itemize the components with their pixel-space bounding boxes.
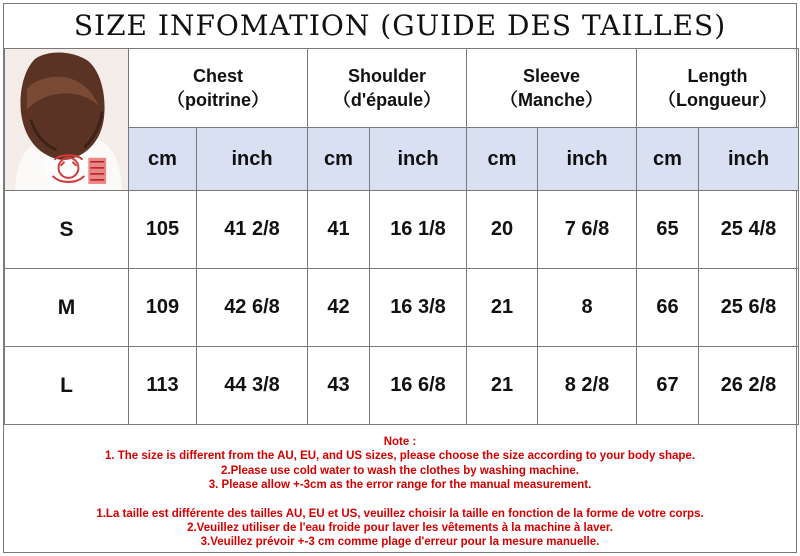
unit-length-cm: cm <box>637 128 699 191</box>
header-sleeve-sub: （Manche） <box>499 90 604 110</box>
table-cell: 113 <box>129 347 197 425</box>
header-chest-label: Chest <box>192 66 243 86</box>
table-cell: 109 <box>129 269 197 347</box>
notes-section <box>4 432 796 554</box>
table-cell: 16 6/8 <box>370 347 467 425</box>
header-sleeve <box>467 49 637 128</box>
size-label: M <box>5 269 129 347</box>
table-cell: 43 <box>308 347 370 425</box>
header-shoulder-sub: （d'épaule） <box>332 90 442 110</box>
table-row-m <box>5 269 799 347</box>
header-shoulder <box>308 49 467 128</box>
table-cell: 65 <box>637 191 699 269</box>
table-cell: 25 6/8 <box>699 269 799 347</box>
model-back-image <box>5 49 128 190</box>
table-cell: 8 2/8 <box>538 347 637 425</box>
size-label: L <box>5 347 129 425</box>
size-chart <box>3 3 797 553</box>
note-line-fr: 3.Veuillez prévoir +-3 cm comme plage d'erreur pour la mesure manuelle. <box>200 536 600 549</box>
note-line-en: 1. The size is different from the AU, EU, and US sizes, please choose the size according to your body shape. <box>104 450 696 463</box>
unit-chest-cm: cm <box>129 128 197 191</box>
table-cell: 26 2/8 <box>699 347 799 425</box>
table-cell: 41 2/8 <box>197 191 308 269</box>
unit-sleeve-cm: cm <box>467 128 538 191</box>
table-cell: 21 <box>467 347 538 425</box>
table-cell: 42 <box>308 269 370 347</box>
unit-length-inch: inch <box>699 128 799 191</box>
note-line-en: 3. Please allow +-3cm as the error range for the manual measurement. <box>208 479 592 492</box>
unit-shoulder-inch: inch <box>370 128 467 191</box>
table-cell: 105 <box>129 191 197 269</box>
table-cell: 16 3/8 <box>370 269 467 347</box>
table-cell: 8 <box>538 269 637 347</box>
header-chest <box>129 49 308 128</box>
table-cell: 25 4/8 <box>699 191 799 269</box>
size-table <box>4 48 799 425</box>
unit-chest-inch: inch <box>197 128 308 191</box>
note-line-fr: 2.Veuillez utiliser de l'eau froide pour laver les vêtements à la machine à laver. <box>187 522 613 535</box>
note-line-en: 2.Please use cold water to wash the clothes by washing machine. <box>221 464 579 477</box>
table-cell: 21 <box>467 269 538 347</box>
chart-title: SIZE INFOMATION (GUIDE DES TAILLES) <box>4 4 796 49</box>
table-cell: 7 6/8 <box>538 191 637 269</box>
table-row-l <box>5 347 799 425</box>
note-line-fr: 1.La taille est différente des tailles AU, EU et US, veuillez choisir la taille en fonction de la forme de votre corps. <box>96 507 704 520</box>
table-cell: 66 <box>637 269 699 347</box>
unit-sleeve-inch: inch <box>538 128 637 191</box>
table-row-s <box>5 191 799 269</box>
header-length-sub: （Longueur） <box>658 90 777 110</box>
table-cell: 20 <box>467 191 538 269</box>
product-photo <box>5 49 129 191</box>
header-length <box>637 49 799 128</box>
table-cell: 16 1/8 <box>370 191 467 269</box>
unit-shoulder-cm: cm <box>308 128 370 191</box>
table-cell: 67 <box>637 347 699 425</box>
notes-spacer <box>4 493 796 507</box>
size-label: S <box>5 191 129 269</box>
table-cell: 44 3/8 <box>197 347 308 425</box>
table-cell: 41 <box>308 191 370 269</box>
notes-heading: Note : <box>383 436 417 448</box>
header-length-label: Length <box>687 66 748 86</box>
header-sleeve-label: Sleeve <box>522 66 581 86</box>
header-shoulder-label: Shoulder <box>347 66 426 86</box>
header-chest-sub: （poitrine） <box>167 90 269 110</box>
table-cell: 42 6/8 <box>197 269 308 347</box>
